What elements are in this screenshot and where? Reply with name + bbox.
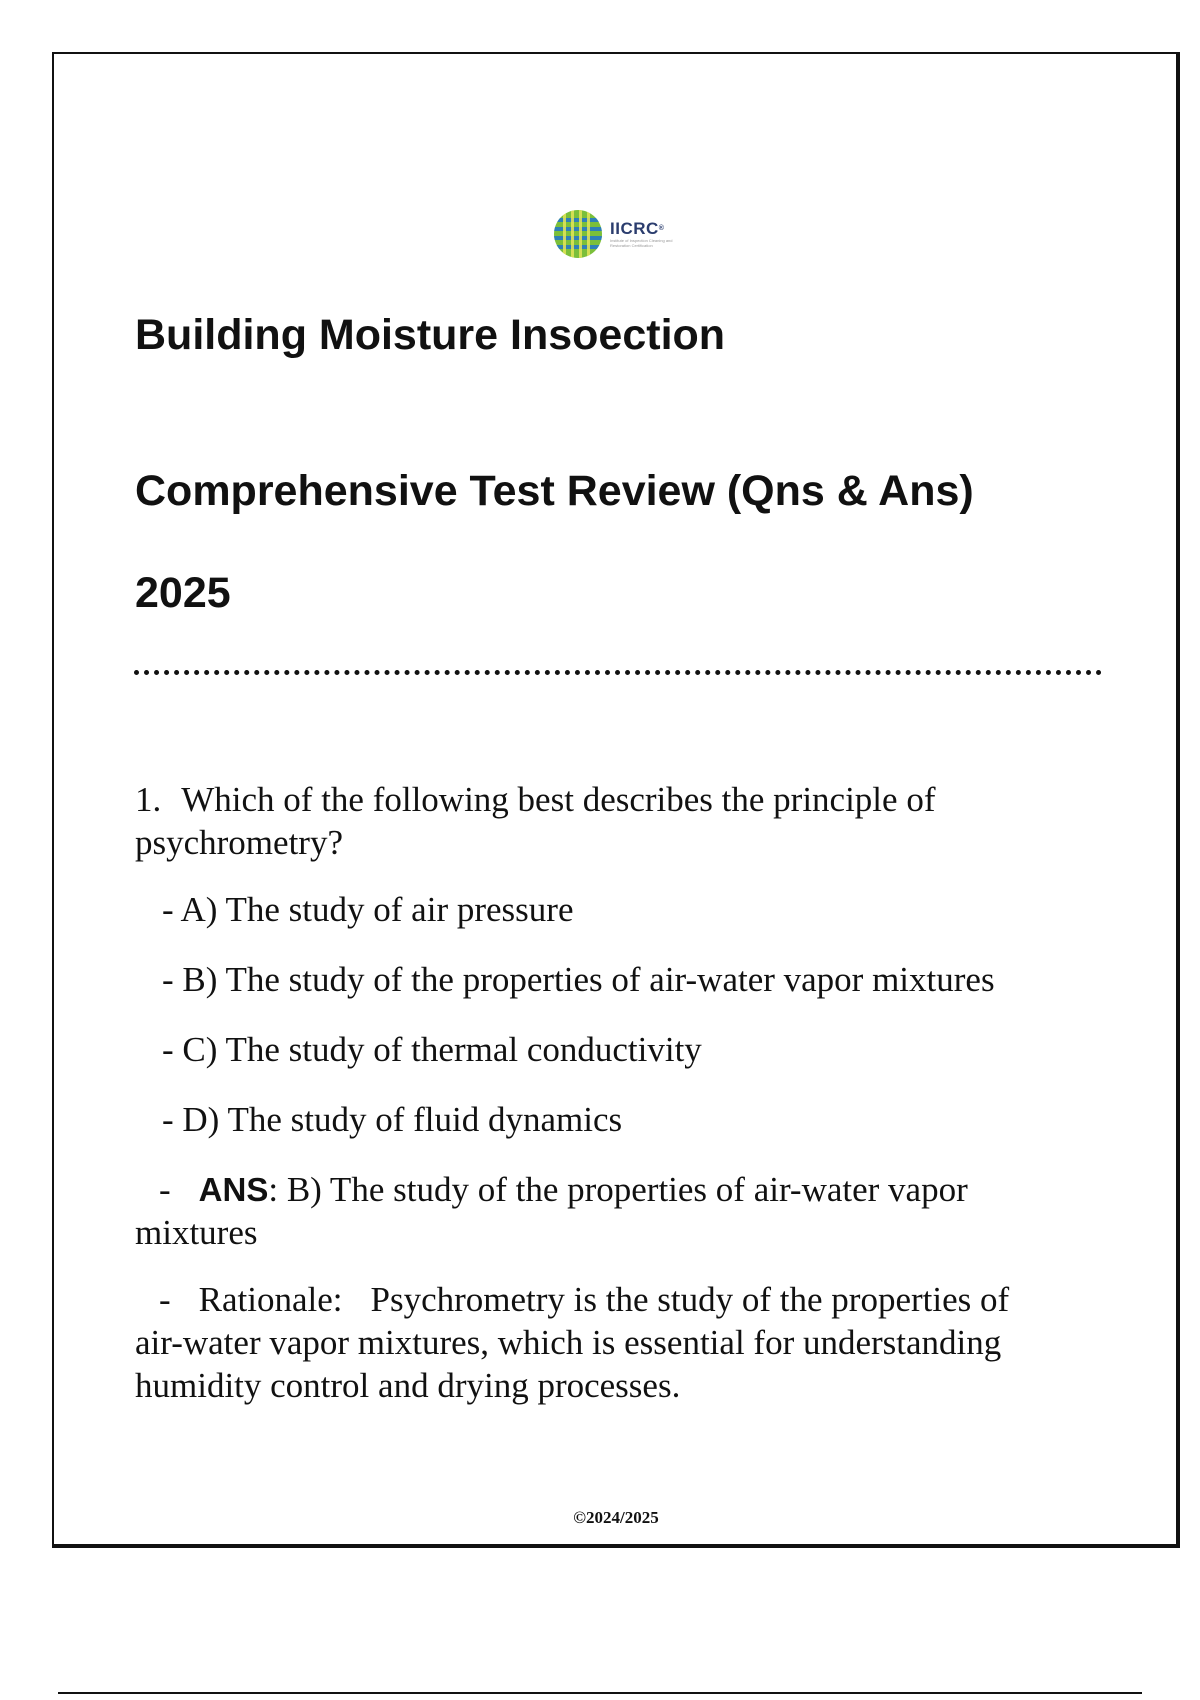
logo-wordmark: IICRC [610, 219, 659, 238]
logo-tagline: Institute of Inspection Cleaning and Restoration Certification [610, 238, 673, 248]
question-1 [135, 778, 1055, 864]
answer [135, 1168, 1055, 1254]
question-number: 1. [135, 780, 162, 819]
page-bottom-rule [58, 1692, 1142, 1694]
answer-prefix: - [159, 1170, 171, 1209]
rationale-label: Rationale: [198, 1280, 343, 1319]
globe-icon [552, 208, 604, 260]
question-text: Which of the following best describes the principle of psychrometry? [135, 780, 936, 862]
rationale [135, 1278, 1055, 1407]
document-title: Building Moisture Insoection [135, 311, 726, 359]
option-c: - C) The study of thermal conductivity [162, 1030, 702, 1069]
rationale-prefix: - [159, 1280, 171, 1319]
iicrc-logo [552, 208, 682, 260]
option-a: - A) The study of air pressure [162, 890, 574, 929]
answer-text: : B) The study of the properties of air-water vapor mixtures [135, 1170, 968, 1252]
option-d: - D) The study of fluid dynamics [162, 1100, 623, 1139]
answer-label: ANS [198, 1171, 269, 1208]
document-subtitle: Comprehensive Test Review (Qns & Ans) [135, 467, 974, 515]
copyright-footer: ©2024/2025 [573, 1508, 659, 1527]
option-b: - B) The study of the properties of air-water vapor mixtures [162, 960, 995, 999]
document-year: 2025 [135, 569, 231, 617]
logo-registered-mark: ® [658, 225, 665, 232]
dotted-divider [134, 670, 1102, 675]
rationale-text: Psychrometry is the study of the properties of air-water vapor mixtures, which is essential for understanding humidity control and drying processes. [135, 1280, 1010, 1405]
